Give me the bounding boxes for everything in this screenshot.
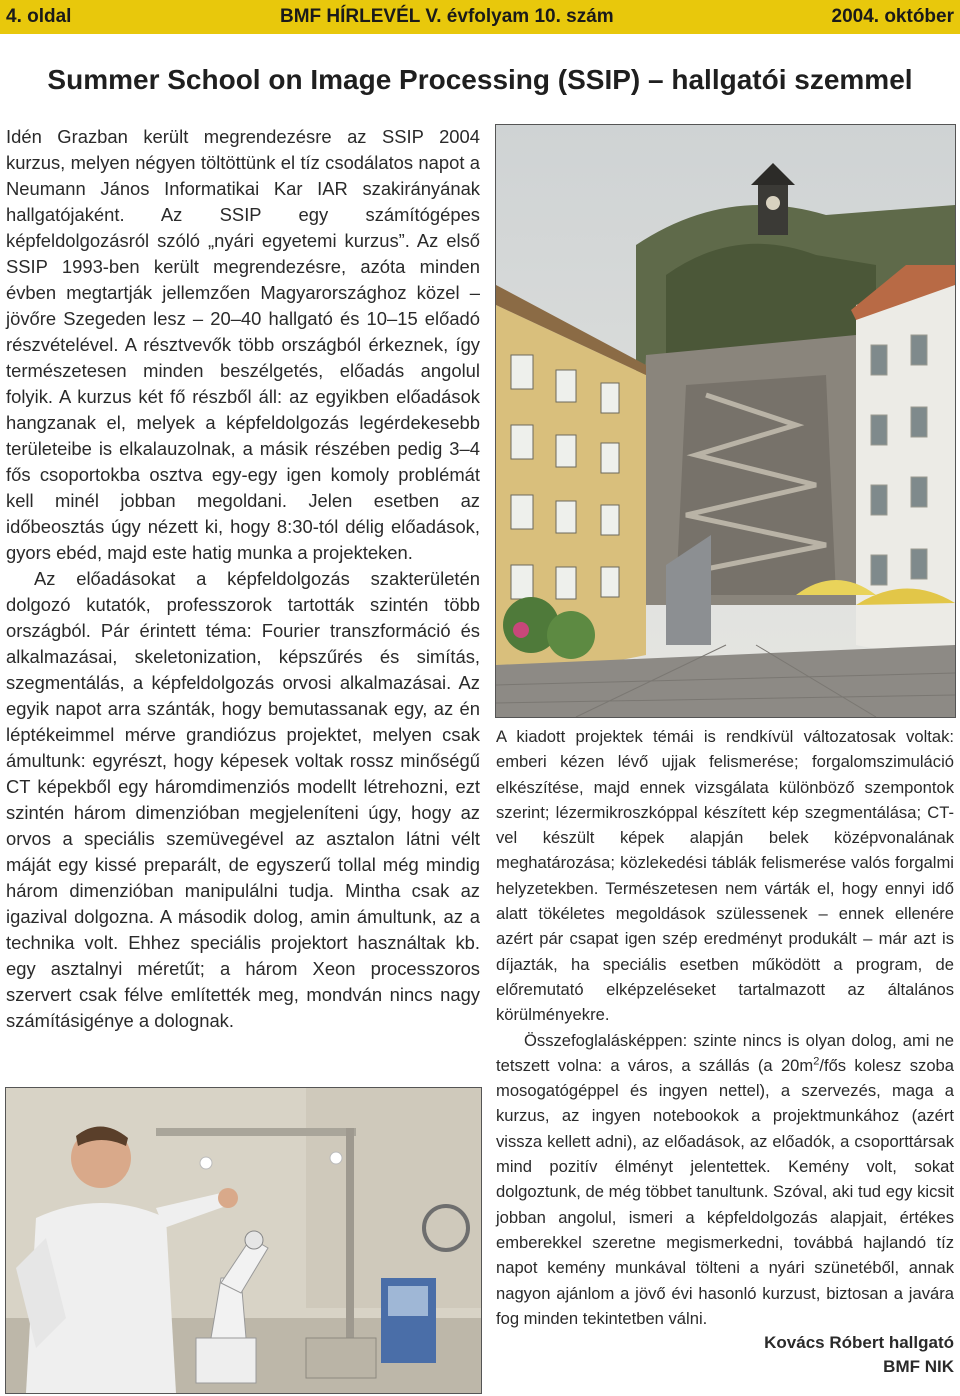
superscript-squared: 2	[813, 1055, 820, 1068]
author-organization: BMF NIK	[883, 1357, 954, 1377]
article-title: Summer School on Image Processing (SSIP) – hallgatói szemmel	[47, 64, 913, 95]
paragraph-projects: A kiadott projektek témái is rendkívül változatosak voltak: emberi kézen lévő ujjak felismerése; forgalomszimuláció elkészítése, majd ennek vizsgálata különböző szempontok szerint; lézermikroszkóppal készített kép szegmentálása; CT-vel készült képek alapján belek középvonalának meghatározása; közlekedési táblák felismerése valós forgalmi helyzetekben. Természetesen nem várták el, hogy ennyi idő alatt tökéletes megoldások szülessenek – ennek ellenére azért pár csapat igen szép eredményt produkált – már azt is díjazták, ha speciális esetben működött a program, de előremutató elképzeléseket tartalmazott az általános körülményekre.	[496, 727, 954, 1025]
right-column	[496, 724, 954, 1379]
author-name: Kovács Róbert hallgató	[764, 1333, 954, 1353]
page-number: 4. oldal	[6, 6, 72, 27]
summary-text-a: Összefoglalásképpen: szinte nincs is olyan dolog, ami ne tetszett volna: a város, a szállás (a 20m	[496, 1030, 954, 1075]
paragraph-summary	[496, 1028, 954, 1332]
page-header-band	[0, 0, 960, 34]
issue-date: 2004. október	[831, 6, 954, 27]
publication-name: BMF HÍRLEVÉL V. évfolyam 10. szám	[280, 6, 614, 27]
paragraph-intro: Idén Grazban került megrendezésre az SSIP 2004 kurzus, melyen négyen töltöttünk el tíz csodálatos napot a Neumann János Informatikai Kar IAR szakirányának hallgatójaként. Az SSIP egy számítógépes képfeldolgozásról szóló „nyári egyetemi kurzus”. Az első SSIP 1993-ben került megrendezésre, azóta minden évben megtartják jellemzően Magyarországhoz közel – jövőre Szegeden lesz – 20–40 hallgató és 10–15 előadó részvételével. A résztvevők több országból érkeznek, így természetesen minden beszélgetés, előadás angolul folyik. A kurzus két fő részből áll: az egyikben előadások hangzanak el, melyek a képfeldolgozás legérdekesebb területeibe is elkalauzolnak, a másik részében pedig 3–4 fős csoportokba osztva egy-egy igen komoly problémát kell minél jobban megoldani. Jelen esetben az időbeosztás úgy nézett ki, hogy 8:30-tól délig előadások, gyors ebéd, majd este hatig munka a projekteken.	[6, 126, 480, 563]
left-column	[6, 124, 480, 1034]
paragraph-lectures: Az előadásokat a képfeldolgozás szakterületén dolgozó kutatók, professzorok tartották szintén több országból. Pár érintett téma: Fourier transzformáció és alkalmazásai, skeletonization, képszűrés és simítás, szegmentálás, a képfeldolgozás orvosi alkalmazásai. Az egyik napot arra szánták, hogy bemutassanak egy, az én léptékeimmel mérve grandiózus projektet, melyen csak ámultunk: egyrészt, hogy képesek voltak rossz minőségű CT képekből egy háromdimenziós modellt létrehozni, ezt szintén három dimenzióban megjeleníteni úgy, hogy az orvos a speciális szemüvegével az asztalon látni vélt máját egy kissé preparált, de egyszerű tollal még mindig három dimenzióban manipulálni tudja. Mintha csak az igazival dolgozna. A második dolog, amin ámultunk, az a technika volt. Ehhez speciális projektort használtak kb. egy asztalnyi méretűt; a három Xeon processzoros szervert csak félve említették meg, mondván nincs nagy számításigénye a dolognak.	[6, 568, 480, 1031]
photo-robot-lab	[5, 1087, 482, 1394]
photo-graz-street	[495, 124, 956, 718]
summary-text-b: /fős kolesz szoba mosogatógéppel és ingyen nettel), a szervezés, maga a kurzus, az ingyen notebookok a projektmunkához (azért vissza kellett adni), az előadások, az előadók, a csoporttársak mind pozitív élményt jelentettek. Kemény volt, sokat dolgoztunk, de még többet tanultunk. Szóval, aki tud egy kicsit jobban angolul, ismeri a képfeldolgozás alapjait, értékes emberekkel szeretne megismerkedni, továbbá hajlandó tíz napot kemény munkával tölteni a nyári szünetéből, annak nagyon ajánlom a jövő évi hasonló kurzust, biztosan a javára fog minden tekintetben válni.	[496, 1055, 955, 1328]
